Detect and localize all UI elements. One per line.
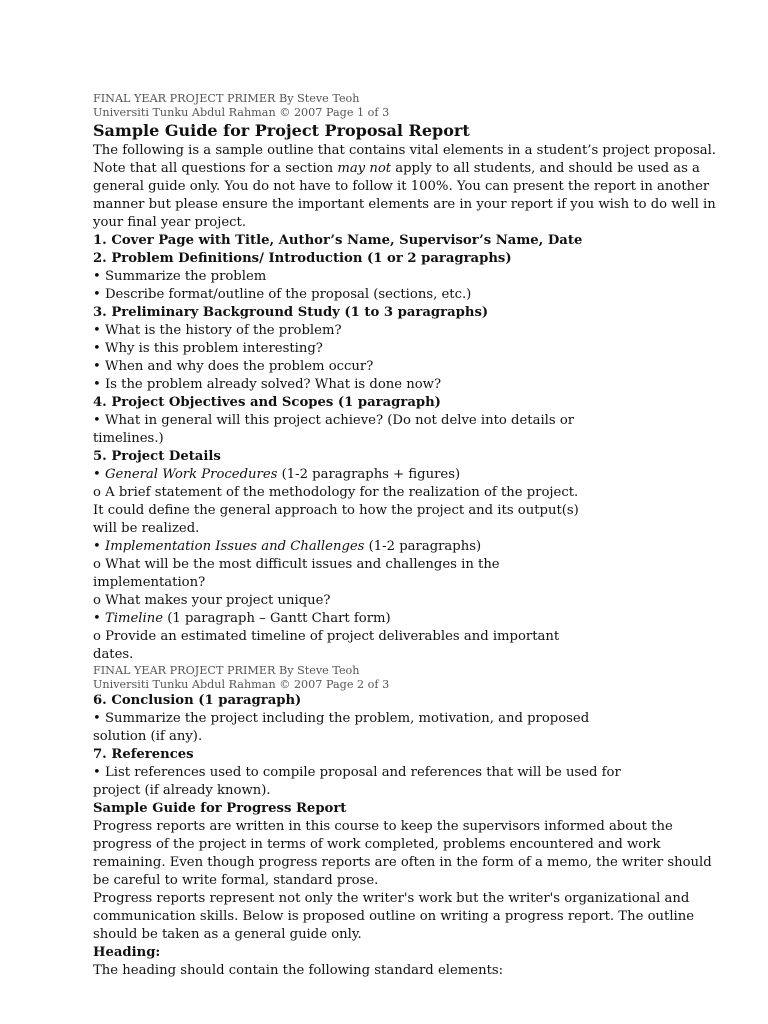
sub-bullet-continued: dates. [93, 647, 134, 662]
text-span: Note that all questions for a section [93, 161, 338, 176]
document-title: Sample Guide for Project Proposal Report [93, 121, 470, 140]
document-page [93, 92, 733, 980]
emphasis-text: Implementation Issues and Challenges [104, 539, 365, 554]
paragraph-line: Progress reports represent not only the writer's work but the writer's organizational and [93, 891, 690, 906]
paragraph-line: should be taken as a general guide only. [93, 927, 362, 942]
paragraph-line: be careful to write formal, standard prose. [93, 873, 379, 888]
emphasis-text: General Work Procedures [104, 467, 278, 482]
text-span: (1 paragraph – Gantt Chart form) [163, 611, 391, 626]
bullet-glyph: • [93, 611, 105, 626]
bullet-item [93, 610, 733, 628]
section-heading: Sample Guide for Progress Report [93, 801, 347, 816]
bullet-item: • Summarize the problem [93, 269, 267, 284]
section-heading: 6. Conclusion (1 paragraph) [93, 693, 302, 708]
page-header-line: Universiti Tunku Abdul Rahman © 2007 Page 1 of 3 [93, 106, 390, 119]
bullet-item: • Why is this problem interesting? [93, 341, 323, 356]
bullet-item-continued: solution (if any). [93, 729, 203, 744]
bullet-glyph: • [93, 539, 105, 554]
paragraph-line: The following is a sample outline that contains vital elements in a student’s project proposal. [93, 143, 716, 158]
text-span: (1-2 paragraphs) [364, 539, 482, 554]
sub-bullet-continued: will be realized. [93, 521, 200, 536]
bullet-item: • Summarize the project including the problem, motivation, and proposed [93, 711, 590, 726]
sub-bullet-item: o What makes your project unique? [93, 593, 331, 608]
paragraph-line [93, 160, 733, 178]
section-heading: 2. Problem Definitions/ Introduction (1 or 2 paragraphs) [93, 251, 512, 266]
bullet-item: • Describe format/outline of the proposal (sections, etc.) [93, 287, 472, 302]
paragraph-line: Progress reports are written in this course to keep the supervisors informed about the [93, 819, 673, 834]
text-span: apply to all students, and should be used as a [391, 161, 700, 176]
bullet-item: • List references used to compile proposal and references that will be used for [93, 765, 621, 780]
text-span: (1-2 paragraphs + figures) [277, 467, 461, 482]
bullet-item [93, 466, 733, 484]
bullet-item: • Is the problem already solved? What is done now? [93, 377, 442, 392]
paragraph-line: The heading should contain the following standard elements: [93, 963, 504, 978]
section-heading: 7. References [93, 747, 194, 762]
sub-bullet-item: o What will be the most difficult issues and challenges in the [93, 557, 500, 572]
bullet-item-continued: project (if already known). [93, 783, 271, 798]
bullet-item: • What in general will this project achieve? (Do not delve into details or [93, 413, 575, 428]
paragraph-line: progress of the project in terms of work completed, problems encountered and work [93, 837, 661, 852]
section-heading: 4. Project Objectives and Scopes (1 paragraph) [93, 395, 441, 410]
section-heading: 1. Cover Page with Title, Author’s Name, Supervisor’s Name, Date [93, 233, 583, 248]
sub-bullet-item: o Provide an estimated timeline of project deliverables and important [93, 629, 560, 644]
bullet-item: • When and why does the problem occur? [93, 359, 374, 374]
paragraph-line: communication skills. Below is proposed outline on writing a progress report. The outline [93, 909, 695, 924]
page-header-line: Universiti Tunku Abdul Rahman © 2007 Page 2 of 3 [93, 678, 390, 691]
section-heading: 5. Project Details [93, 449, 221, 464]
paragraph-line: your final year project. [93, 215, 247, 230]
emphasis-text: may not [337, 161, 392, 176]
bullet-item-continued: timelines.) [93, 431, 164, 446]
bullet-item [93, 538, 733, 556]
sub-bullet-continued: implementation? [93, 575, 206, 590]
section-heading: Heading: [93, 945, 161, 960]
sub-bullet-item: o A brief statement of the methodology for the realization of the project. [93, 485, 579, 500]
page-header-line: FINAL YEAR PROJECT PRIMER By Steve Teoh [93, 664, 360, 677]
bullet-item: • What is the history of the problem? [93, 323, 342, 338]
bullet-glyph: • [93, 467, 105, 482]
paragraph-line: remaining. Even though progress reports are often in the form of a memo, the writer should [93, 855, 712, 870]
sub-bullet-continued: It could define the general approach to how the project and its output(s) [93, 503, 579, 518]
paragraph-line: manner but please ensure the important elements are in your report if you wish to do well in [93, 197, 716, 212]
section-heading: 3. Preliminary Background Study (1 to 3 paragraphs) [93, 305, 489, 320]
paragraph-line: general guide only. You do not have to follow it 100%. You can present the report in another [93, 179, 710, 194]
page-header-line: FINAL YEAR PROJECT PRIMER By Steve Teoh [93, 92, 360, 105]
emphasis-text: Timeline [104, 611, 164, 626]
